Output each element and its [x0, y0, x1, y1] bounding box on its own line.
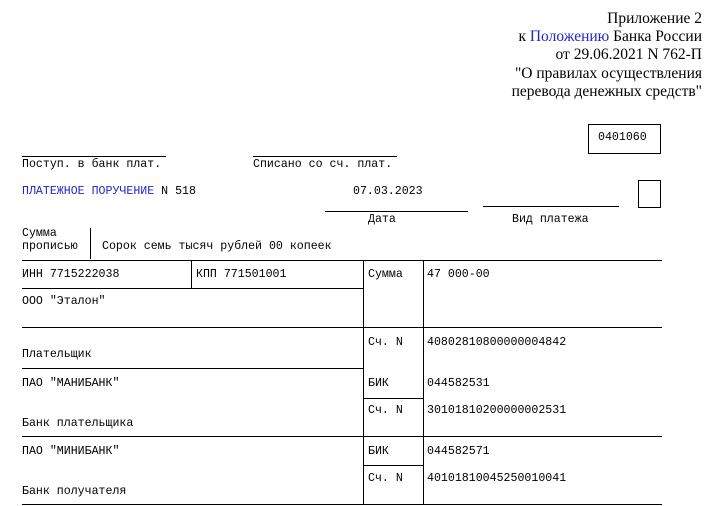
payment-order-date: 07.03.2023 — [353, 185, 423, 198]
payer-bank-name: ПАО "МАНИБАНК" — [22, 377, 120, 390]
regulation-name-line1: "О правилах осуществления — [514, 65, 702, 82]
payer-name: ООО "Эталон" — [22, 295, 106, 308]
status-code-box — [638, 180, 661, 208]
amount-words-divider — [90, 228, 91, 259]
payer-bank-bic: 044582531 — [427, 377, 490, 390]
payer-bank-label: Банк плательщика — [22, 417, 134, 430]
table-top-rule — [22, 260, 662, 261]
payee-bank-bic: 044582571 — [427, 445, 490, 458]
amount-words-label-2: прописью — [22, 240, 78, 253]
labels-column-divider-right — [423, 261, 424, 504]
debited-date-line — [253, 156, 397, 157]
date-underline — [325, 211, 468, 212]
payer-account-label: Сч. N — [368, 336, 403, 349]
payee-bank-bic-label: БИК — [368, 445, 389, 458]
amount-in-words: Сорок семь тысяч рублей 00 копеек — [102, 240, 332, 253]
received-in-bank-label: Поступ. в банк плат. — [22, 158, 162, 171]
table-bottom-rule — [22, 504, 662, 505]
payment-order-link[interactable]: ПЛАТЕЖНОЕ ПОРУЧЕНИЕ — [22, 185, 155, 198]
regulation-name-line2: перевода денежных средств" — [511, 83, 702, 100]
payee-bank-name: ПАО "МИНИБАНК" — [22, 445, 120, 458]
regulation-reference — [518, 28, 702, 46]
payment-order-title — [22, 185, 196, 198]
payer-kpp: КПП 771501001 — [196, 268, 287, 281]
payer-bank-account: 30101810200000002531 — [427, 404, 567, 417]
payment-order-number: N 518 — [154, 185, 196, 198]
regulation-link[interactable]: Положению — [529, 28, 610, 45]
debited-from-account-label: Списано со сч. плат. — [253, 158, 393, 171]
payer-bank-account-label: Сч. N — [368, 404, 403, 417]
labels-column-divider-left — [363, 261, 364, 504]
payer-inn: ИНН 7715222038 — [22, 268, 120, 281]
payer-name-rule — [22, 327, 662, 328]
payer-bank-bic-rule — [363, 398, 423, 399]
inn-kpp-divider — [191, 261, 192, 288]
inn-kpp-rule — [22, 288, 363, 289]
payer-rule — [22, 368, 363, 369]
okud-code: 0401060 — [598, 131, 647, 144]
amount-words-label-1: Сумма — [22, 227, 57, 240]
regulation-date: от 29.06.2021 N 762-П — [555, 46, 702, 63]
payment-type-underline — [483, 206, 619, 207]
payee-bank-label: Банк получателя — [22, 485, 127, 498]
payment-type-label: Вид платежа — [512, 213, 589, 226]
payee-bank-account-label: Сч. N — [368, 472, 403, 485]
date-label: Дата — [368, 213, 396, 226]
payer-label: Плательщик — [22, 348, 92, 361]
payer-account: 40802810800000004842 — [427, 336, 567, 349]
amount-value: 47 000-00 — [427, 268, 490, 281]
payee-bank-bic-rule — [363, 465, 423, 466]
payer-bank-rule — [22, 436, 662, 437]
regulation-prefix: к — [518, 28, 530, 45]
payer-bank-bic-label: БИК — [368, 377, 389, 390]
appendix-title: Приложение 2 — [607, 10, 702, 27]
received-date-line — [22, 156, 166, 157]
amount-label: Сумма — [368, 268, 403, 281]
payee-bank-account: 40101810045250010041 — [427, 472, 567, 485]
regulation-suffix: Банка России — [609, 28, 702, 45]
